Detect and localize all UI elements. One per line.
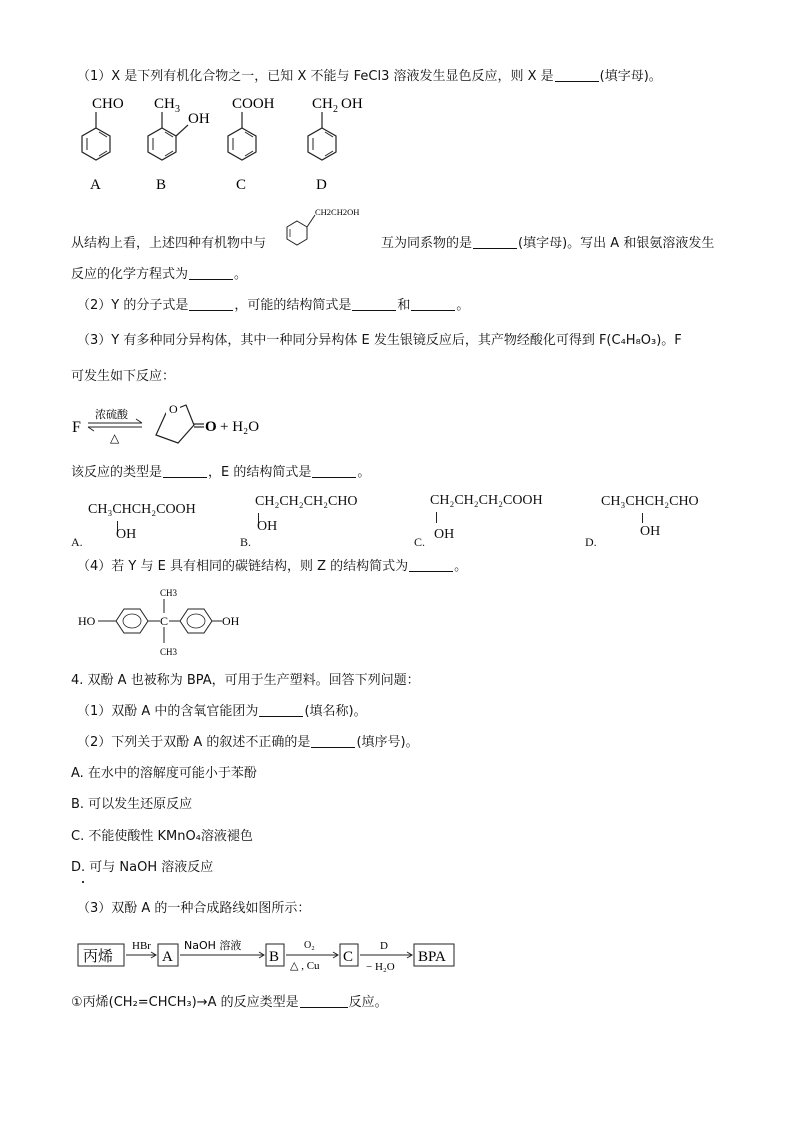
ho-left: HO <box>78 614 96 628</box>
q3-line1: （3）Y 有多种同分异构体，其中一种同分异构体 E 发生银镜反应后，其产物经酸化可得到 F(C₄H₈O₃)。F <box>77 333 682 348</box>
lactone-reaction <box>70 399 280 457</box>
svg-text:3: 3 <box>175 104 180 115</box>
reagent-hbr: HBr <box>132 940 151 952</box>
p4-choice-d[interactable]: D. 可与 NaOH 溶液反应 <box>71 860 214 875</box>
answer-blank[interactable] <box>311 735 355 748</box>
svg-text:COOH: COOH <box>232 96 275 112</box>
answer-blank[interactable] <box>312 465 356 478</box>
structure-a <box>82 96 124 193</box>
p4-intro: 4. 双酚 A 也被称为 BPA，可用于生产塑料。回答下列问题： <box>71 673 420 688</box>
reagent-water: − H₂O <box>366 961 395 973</box>
q1-structures <box>70 92 410 197</box>
structure-letter: A <box>90 177 101 193</box>
svg-text:2: 2 <box>333 104 338 115</box>
route-b: B <box>269 949 280 965</box>
ch3-bottom: CH3 <box>160 647 178 657</box>
svg-text:O: O <box>169 402 178 416</box>
svg-text:OH: OH <box>341 96 363 112</box>
answer-blank[interactable] <box>409 559 453 572</box>
structure-letter: C <box>236 177 247 193</box>
answer-blank[interactable] <box>411 298 455 311</box>
q2-question: （2）Y 的分子式是 ，可能的结构简式是 和 。 <box>77 298 470 313</box>
answer-blank[interactable] <box>259 704 303 717</box>
answer-blank[interactable] <box>189 298 233 311</box>
svg-text:O: O <box>205 419 217 435</box>
q1-homolog-line: 从结构上看，上述四种有机物中与 <box>71 236 267 251</box>
svg-text:OH: OH <box>188 111 210 127</box>
answer-blank[interactable] <box>163 465 207 478</box>
reagent-o2: O₂ <box>304 940 315 951</box>
q4-question: （4）若 Y 与 E 具有相同的碳链结构，则 Z 的结构简式为 。 <box>77 559 468 574</box>
p4-choice-c[interactable]: C. 不能使酸性 KMnO₄溶液褪色 <box>71 829 253 844</box>
p4-choice-b[interactable]: B. 可以发生还原反应 <box>71 797 193 812</box>
q3-type-line: 该反应的类型是 ，E 的结构简式是 。 <box>71 465 371 480</box>
answer-blank[interactable] <box>300 995 348 1008</box>
stray-dot <box>82 881 84 883</box>
p4-q2: （2）下列关于双酚 A 的叙述不正确的是 (填序号)。 <box>77 735 419 750</box>
water-product: + H₂O <box>220 419 260 435</box>
group-label: CHO <box>92 96 124 112</box>
bpa-structure <box>76 583 256 661</box>
q1-homolog-line-end: 互为同系物的是 (填字母)。写出 A 和银氨溶液发生 <box>381 236 715 251</box>
structure-b <box>148 96 210 193</box>
route-start: 丙烯 <box>83 947 114 965</box>
answer-blank[interactable] <box>473 236 517 249</box>
center-carbon: C <box>160 614 169 628</box>
structure-letter: D <box>316 177 327 193</box>
q3-line2: 可发生如下反应： <box>71 369 176 384</box>
route-a: A <box>162 949 173 965</box>
svg-text:CH: CH <box>154 96 175 112</box>
answer-blank[interactable] <box>555 69 599 82</box>
answer-blank[interactable] <box>352 298 396 311</box>
answer-blank[interactable] <box>189 267 233 280</box>
ch3-top: CH3 <box>160 588 178 598</box>
heat-label: △ <box>110 431 120 445</box>
route-end: BPA <box>418 949 446 965</box>
p4-choice-a[interactable]: A. 在水中的溶解度可能小于苯酚 <box>71 766 257 781</box>
structure-letter: B <box>156 177 167 193</box>
reactant-f: F <box>72 419 81 436</box>
reagent-d: D <box>380 940 388 952</box>
group-label: CH2CH2OH <box>315 207 360 217</box>
structure-d <box>308 96 363 193</box>
reagent-naoh: NaOH 溶液 <box>184 939 242 952</box>
p4-q3: （3）双酚 A 的一种合成路线如图所示： <box>77 901 311 916</box>
q1-equation-line: 反应的化学方程式为 。 <box>71 267 248 282</box>
route-c: C <box>343 949 354 965</box>
reagent-label: 浓硫酸 <box>95 408 128 421</box>
oh-right: OH <box>222 614 240 628</box>
structure-c <box>228 96 275 193</box>
svg-text:CH: CH <box>312 96 333 112</box>
phenylethanol-structure <box>283 205 363 257</box>
reagent-cu: △ , Cu <box>290 960 320 972</box>
synthesis-route <box>76 932 466 984</box>
q1-question: （1）X 是下列有机化合物之一，已知 X 不能与 FeCl3 溶液发生显色反应，则 X 是 (填字母)。 <box>77 69 662 84</box>
p4-q1: （1）双酚 A 中的含氧官能团为 (填名称)。 <box>77 704 367 719</box>
p4-q3-sub1: ①丙烯(CH₂=CHCH₃)→A 的反应类型是 反应。 <box>71 995 388 1010</box>
